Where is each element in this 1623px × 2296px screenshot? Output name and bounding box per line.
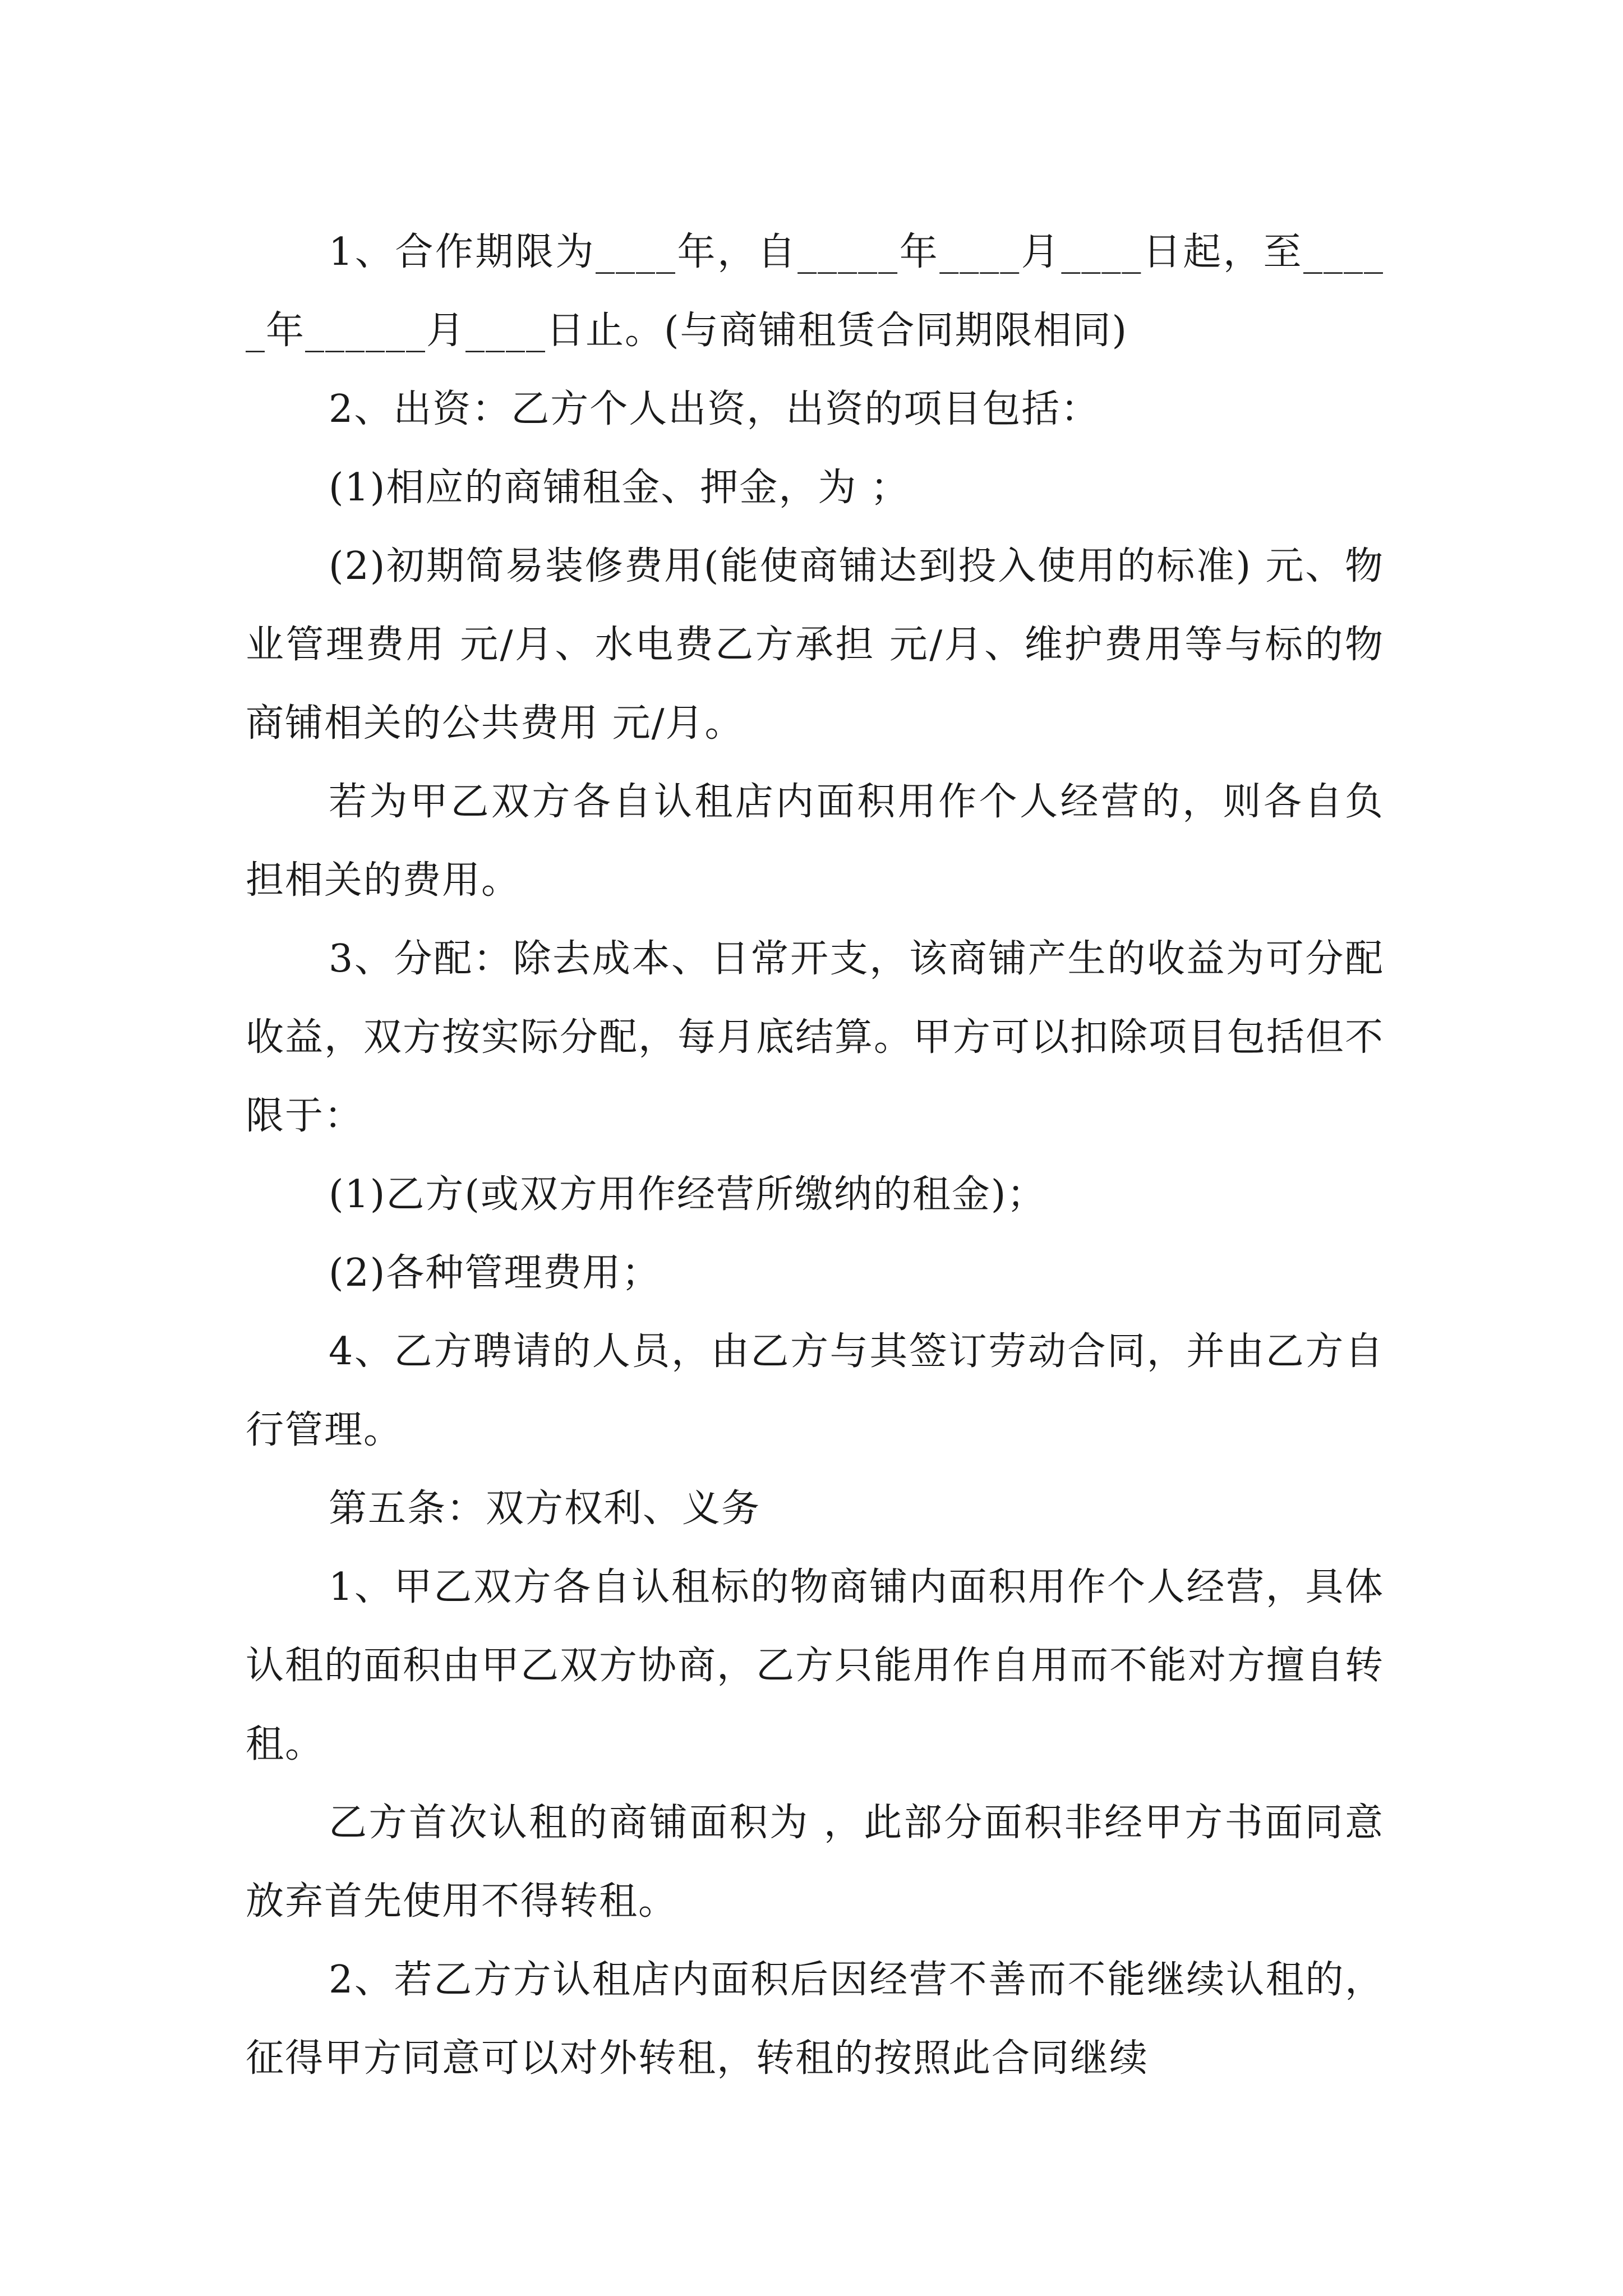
paragraph-staff: 4、乙方聘请的人员，由乙方与其签订劳动合同，并由乙方自行管理。 — [246, 1329, 1384, 1452]
contract-body — [246, 213, 1384, 2098]
paragraph-capital: 2、出资：乙方个人出资，出资的项目包括： — [329, 387, 1100, 431]
paragraph-deduction-item-2: (2)各种管理费用； — [329, 1251, 661, 1295]
paragraph-capital-item-1: (1)相应的商铺租金、押金，为 ； — [329, 466, 910, 510]
paragraph-rights-2: 2、若乙方方认租店内面积后因经营不善而不能继续认租的，征得甲方同意可以对外转租，转租的按照此合同继续 — [246, 1958, 1384, 2081]
paragraph-first-lease-area: 乙方首次认租的商铺面积为 ，此部分面积非经甲方书面同意放弃首先使用不得转租。 — [246, 1801, 1384, 1924]
paragraph-distribution: 3、分配：除去成本、日常开支，该商铺产生的收益为可分配收益，双方按实际分配，每月底结算。甲方可以扣除项目包括但不限于： — [246, 937, 1385, 1138]
paragraph-self-operation: 若为甲乙双方各自认租店内面积用作个人经营的，则各自负担相关的费用。 — [246, 780, 1384, 903]
paragraph-rights-1: 1、甲乙双方各自认租标的物商铺内面积用作个人经营，具体认租的面积由甲乙双方协商，乙方只能用作自用而不能对方擅自转租。 — [246, 1565, 1385, 1766]
paragraph-deduction-item-1: (1)乙方(或双方用作经营所缴纳的租金)； — [329, 1172, 1046, 1217]
paragraph-term: 1、合作期限为____年，自_____年____月____日起，至_____年______月____日止。(与商铺租赁合同期限相同) — [246, 230, 1384, 353]
paragraph-capital-item-2: (2)初期简易装修费用(能使商铺达到投入使用的标准) 元、物业管理费用 元/月、水电费乙方承担 元/月、维护费用等与标的物商铺相关的公共费用 元/月。 — [246, 544, 1384, 746]
section-heading-rights: 第五条：双方权利、义务 — [329, 1487, 761, 1531]
